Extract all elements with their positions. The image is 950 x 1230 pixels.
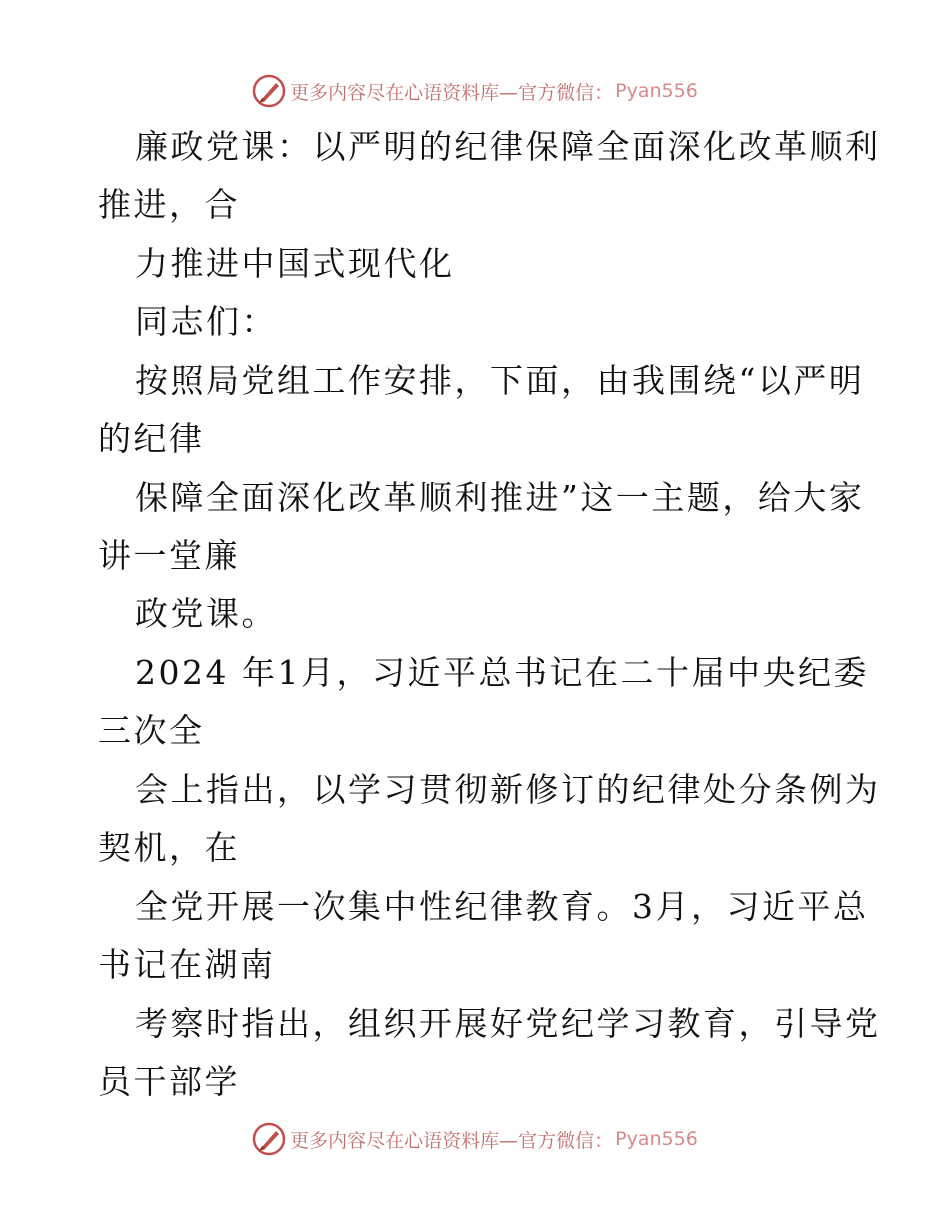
- text-line: 三次全: [98, 711, 205, 750]
- text-line: 讲一堂廉: [98, 536, 240, 575]
- header-watermark: [0, 71, 950, 111]
- text-line: 保障全面深化改革顺利推进”这一主题，给大家: [135, 478, 865, 517]
- text-line: 推进，合: [98, 185, 240, 224]
- watermark-wechat-id: Pyan556: [615, 1128, 698, 1150]
- text-line: 2024 年1月，习近平总书记在二十届中央纪委: [135, 653, 869, 692]
- watermark-wechat-id: Pyan556: [615, 80, 698, 102]
- text-line: 力推进中国式现代化: [135, 244, 455, 283]
- text-line: 同志们：: [135, 302, 277, 341]
- text-line: 员干部学: [98, 1062, 240, 1101]
- pen-logo-icon: [252, 1122, 286, 1156]
- text-line: 书记在湖南: [98, 945, 276, 984]
- text-line: 会上指出，以学习贯彻新修订的纪律处分条例为: [135, 770, 881, 809]
- text-line: 政党课。: [135, 594, 277, 633]
- text-line: 廉政党课：以严明的纪律保障全面深化改革顺利: [135, 127, 881, 166]
- watermark-text: 更多内容尽在心语资料库—官方微信：: [290, 81, 614, 104]
- text-line: 考察时指出，组织开展好党纪学习教育，引导党: [135, 1004, 881, 1043]
- pen-logo-icon: [252, 74, 286, 108]
- text-line: 按照局党组工作安排，下面，由我围绕“以严明: [135, 361, 865, 400]
- footer-watermark: [0, 1119, 950, 1159]
- text-line: 全党开展一次集中性纪律教育。3月，习近平总: [135, 887, 869, 926]
- watermark-text: 更多内容尽在心语资料库—官方微信：: [290, 1129, 614, 1152]
- text-line: 契机，在: [98, 828, 240, 867]
- text-line: 的纪律: [98, 419, 205, 458]
